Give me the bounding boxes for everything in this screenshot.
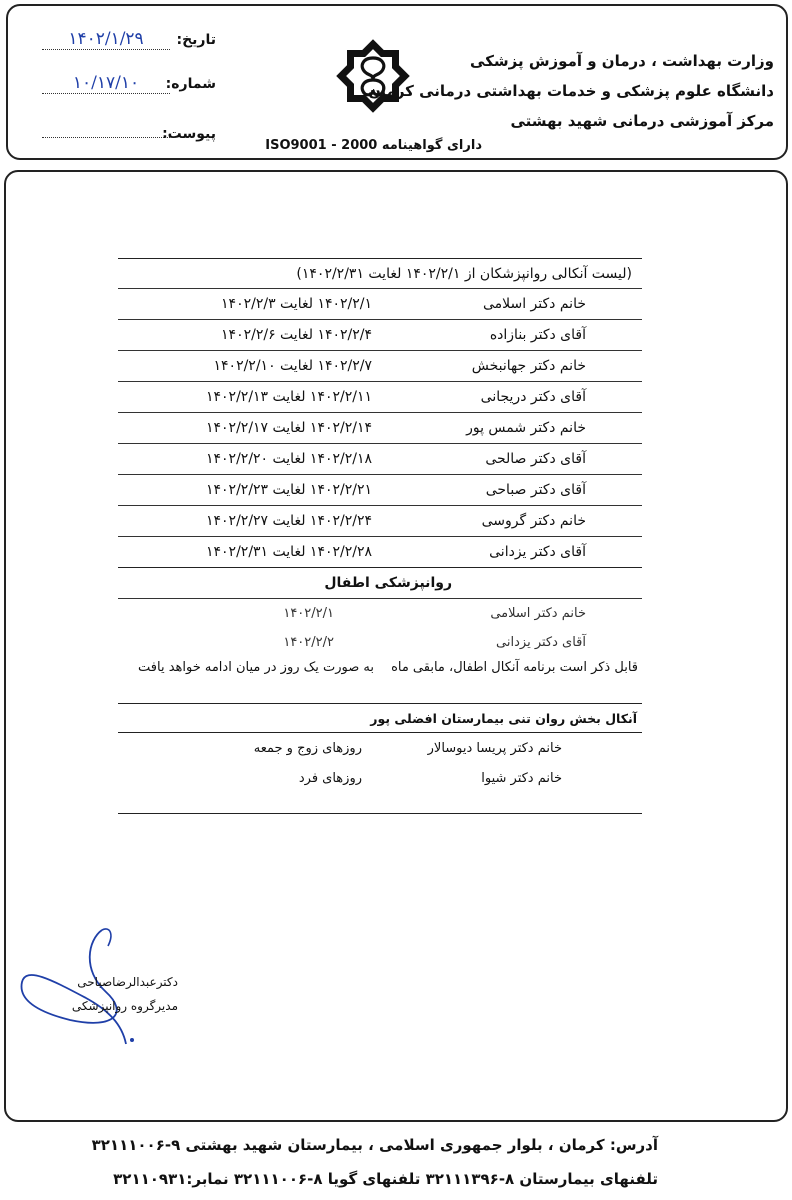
oncall-period: ۱۴۰۲/۲/۷ لغایت ۱۴۰۲/۲/۱۰ [213,358,372,374]
oncall-period: ۱۴۰۲/۲/۴ لغایت ۱۴۰۲/۲/۶ [221,327,372,343]
letter-meta [36,28,216,160]
footer-phones: تلفنهای بیمارستان ۸-۳۲۱۱۱۳۹۶ تلفنهای گویا ۸-۳۲۱۱۱۰۰۶ نمابر:۳۲۱۱۰۹۳۱ [113,1170,658,1188]
table-row [118,536,642,567]
letter-footer [18,1128,658,1196]
date-value: ۱۴۰۲/۱/۲۹ [42,28,170,50]
oncall-table [118,258,642,657]
physician-name: آقای دکتر یزدانی [489,544,586,560]
iso-certificate: دارای گواهینامه 2000 - ISO9001 [265,138,482,153]
ministry-heading [368,46,774,136]
physician-name: خانم دکتر اسلامی [482,296,586,312]
table-row [118,505,642,536]
center-line: مرکز آموزشی درمانی شهید بهشتی [510,112,774,130]
oncall-period: ۱۴۰۲/۲/۱۸ لغایت ۱۴۰۲/۲/۲۰ [206,451,372,467]
signatory [38,970,178,1018]
attachment-label: پیوست: [162,126,216,142]
footer-address: آدرس: کرمان ، بلوار جمهوری اسلامی ، بیمارستان شهید بهشتی ۹-۳۲۱۱۱۰۰۶ [91,1136,658,1154]
ministry-line: وزارت بهداشت ، درمان و آموزش پزشکی [470,52,774,70]
physician-name: خانم دکتر شیوا [481,770,562,786]
table-row [118,733,642,763]
child-psychiatry-title: روانپزشکی اطفال [118,567,642,599]
physician-name: خانم دکتر شمس پور [466,420,586,436]
oncall-period: ۱۴۰۲/۲/۲۱ لغایت ۱۴۰۲/۲/۲۳ [206,482,372,498]
table-row [118,628,642,657]
physician-name: خانم دکتر گروسی [481,513,586,529]
child-oncall-note [138,660,638,675]
table-row [118,443,642,474]
table-row [118,412,642,443]
oncall-period: ۱۴۰۲/۲/۲۴ لغایت ۱۴۰۲/۲/۲۷ [206,513,372,529]
table-row [118,350,642,381]
afzali-oncall-table [118,703,642,814]
date-row [36,28,216,72]
table-row [118,319,642,350]
oncall-period: ۱۴۰۲/۲/۱۴ لغایت ۱۴۰۲/۲/۱۷ [206,420,372,436]
physician-name: خانم دکتر اسلامی [490,606,586,621]
physician-name: آقای دکتر یزدانی [496,635,586,650]
table-row [118,763,642,793]
table-row [118,381,642,412]
university-line: دانشگاه علوم پزشکی و خدمات بهداشتی درمانی کرمان [368,82,774,100]
oncall-period: ۱۴۰۲/۲/۱ لغایت ۱۴۰۲/۲/۳ [221,296,372,312]
physician-name: آقای دکتر صباحی [485,482,586,498]
attachment-row [36,116,216,160]
physician-name: آقای دکتر صالحی [485,451,586,467]
date-label: تاریخ: [176,32,216,48]
signatory-name: دکترعبدالرضاصباحی [77,975,178,989]
table-row [118,288,642,319]
number-value: ۱۰/۱۷/۱۰ [42,72,170,94]
oncall-date: ۱۴۰۲/۲/۱ [283,606,334,621]
oncall-period: ۱۴۰۲/۲/۲۸ لغایت ۱۴۰۲/۲/۳۱ [206,544,372,560]
oncall-period: ۱۴۰۲/۲/۱۱ لغایت ۱۴۰۲/۲/۱۳ [206,389,372,405]
afzali-title: آنکال بخش روان تنی بیمارستان افضلی پور [118,703,642,733]
number-row [36,72,216,116]
table-row [118,599,642,628]
signatory-position: مدیرگروه روانپزشکی [71,999,178,1013]
physician-name: آقای دکتر دریجانی [480,389,586,405]
note-right: قابل ذکر است برنامه آنکال اطفال، مابقی ماه [391,660,638,675]
attachment-value [42,116,170,138]
oncall-date: ۱۴۰۲/۲/۲ [283,635,334,650]
note-left: به صورت یک روز در میان ادامه خواهد یافت [138,660,375,675]
oncall-days: روزهای زوج و جمعه [253,740,362,756]
divider [118,813,642,814]
physician-name: خانم دکتر پریسا دیوسالار [427,740,562,756]
table-row [118,474,642,505]
physician-name: خانم دکتر جهانبخش [471,358,586,374]
physician-name: آقای دکتر بنازاده [489,327,586,343]
number-label: شماره: [165,76,216,92]
oncall-days: روزهای فرد [298,770,362,786]
oncall-table-title: (لیست آنکالی روانپزشکان از ۱۴۰۲/۲/۱ لغایت ۱۴۰۲/۲/۳۱) [118,258,642,288]
